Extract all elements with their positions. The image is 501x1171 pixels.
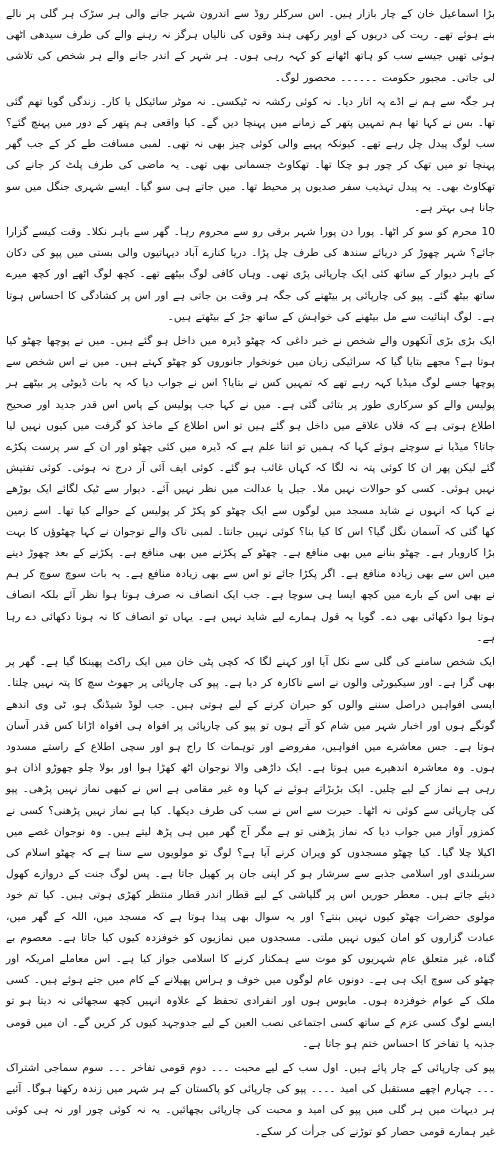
article-paragraph-3: 10 محرم کو سو کر اٹھا۔ پورا دن پورا شہر برقی رو سے محروم رہا۔ گھر سے باہر نکلا۔ وقت کیسے گزارا جائے؟ شہر چھوڑ کر دریائے سندھ کی طرف چل پڑا۔ دریا کنارے آباد دیہاتیوں والی بستی میں پپو کی دکان کے باہر دیوار کے ساتھ کئی ایک چارپائی پڑی تھی۔ وہاں کافی لوگ بیٹھے تھے۔ کچھ لوگ اٹھے اور کچھ میرے ساتھ بیٹھ گئے۔ پپو کی چارپائی پر بیٹھنے کی جگہ ہر وقت بن جاتی ہے اور اس پر کشادگی کا احساس ہوتا ہے۔ لوگ اپنائیت سے مل بیٹھنے کی خواہش کے ساتھ جڑ کے بیٹھتے ہیں۔ [6,226,495,323]
article-paragraph-2: ہر جگہ سے ہم نے اڈے پہ اتار دیا۔ نہ کوئی رکشہ نہ ٹیکسی۔ نہ موٹر سائیکل یا کار۔ زندگی گویا تھم گئی تھا۔ بس نے کہا تھا ہم تمہیں پتھر کے زمانے میں پہنچا دیں گے۔ کیا واقعی ہم پتھر کے دور میں پہنچ گئے؟ سب لوگ پیدل چل رہے تھے۔ کیونکہ پہیے والی کوئی چیز بھی نہ تھی۔ لمبی مسافت طے کر کے جب گھر پہنچا تو میں تھک کر چور ہو چکا تھا۔ تھکاوٹ جسمانی بھی تھی۔ یہ ماضی کی طرف پلٹ کر جانے کی تھکاوٹ بھی۔ یہ پیدل تہذیب سفر صدیوں پر محیط تھا۔ میں جاتے ہی سو گیا۔ ایسے شہری جنگل میں سو جانا ہی بہتر ہے۔ [6,95,495,214]
article-paragraph-1: بڑا اسماعیل خان کے چار بازار ہیں۔ اس سرکلر روڈ سے اندرون شہر جانے والی ہر سڑک ہر گلی پر نالے بنے ہوئے تھے۔ ریت کی دریوں کے اوپر رکھی ہند وقوں کی نالیاں ہرگز نہ رہنے والے کی طرف سیدھی اٹھی ہوئی تھیں جیسے سب کو ہاتھ اٹھانے کو کہہ رہی ہوں۔ ہر شہر کے اندر جانے والے ہر شخص کی تلاشی لی جاتی۔ مجبور حکومت ۔۔۔۔۔۔ محصور لوگ۔ [6,8,495,84]
article-paragraph-6: پپو کی چارپائی کے چار پائے ہیں۔ اول سب کے لیے محبت ۔۔۔ دوم قومی تفاخر ۔۔۔ سوم سماجی اشتراک ۔۔۔ چہارم اچھے مستقبل کی امید ۔۔۔۔ پپو کی چارپائی کو پاکستان کے ہر شہر میں زندہ رکھنا ہوگا۔ آئیے ہر دیہات میں ہر گلی میں پپو کی امید و محبت کی چارپائی بچھائیں۔ یہ نہ کوئی چور اور نہ ہی کوئی غیر ہمارے قومی حصار کو توڑنے کی جرأت کر سکے۔ [6,1061,495,1138]
article-paragraph-4: ایک بڑی بڑی آنکھوں والے شخص نے خبر داغی کہ چھٹو ڈیرہ میں داخل ہو گئے ہیں۔ میں نے پوچھا چھٹو کیا ہوتا ہے؟ مجھے بتایا گیا کہ سرائیکی زبان میں خونخوار جانوروں کو چھٹو کہتے ہیں۔ میں نے اس شخص سے پوچھا جسے لوگ میڈیا کہہ رہے تھے کہ تمہیں کس نے بتایا؟ اس نے جواب دیا کہ یہ بات ڈیوٹی پر بیٹھے ہر پولیس والے کو سرکاری طور پر بتائی گئی ہے۔ میں نے کہا جب پولیس کے پاس اس قدر جدید اور صحیح اطلاع ہوتی ہے کہ فلاں علاقے میں داخل ہو گئے ہیں تو اس اطلاع کے ماخذ کو گرفت میں کیوں نہیں لیا جاتا؟ میڈیا نے سوچتے ہوئے کہا کہ ہمیں تو اتنا علم ہے کہ ڈیرہ میں کئی چھٹو اور ان کے سر پرست پکڑے گئے لیکن پھر ان کا کوئی پتہ نہ لگا کہ کہاں غائب ہو گئے۔ کوئی ایف آئی آر درج نہ ہوئی۔ کوئی تفتیش نہیں ہوئی۔ کسی کو حوالات نہیں ملا۔ جیل یا عدالت میں نظر نہیں آئے۔ دیوار سے ٹیک لگائے ایک بوڑھے نے کہا کہ انہوں نے شاید مسجد میں لوگوں سے ایک چھٹو کو پکڑ کر پولیس کے حوالے کیا تھا۔ اسے زمین کھا گئی کہ آسمان نگل گیا؟ اس کا کیا بنا؟ کوئی نہیں جانتا۔ لمبی ناک والے نوجوان نے کہا چھٹوؤں کا بہت بڑا کاروبار ہے۔ چھٹو بنانے میں بھی منافع ہے۔ چھٹو کے پکڑنے میں بھی منافع ہے۔ پکڑنے کے بعد چھوڑ دینے میں اس سے بھی زیادہ منافع ہے۔ اگر پکڑا جائے تو اس سے بھی زیادہ منافع ہے۔ یہ بات سوچ سوچ کر ہم نے بھی اس کے بارے میں کچھ ایسا ہی سوچا ہے۔ جب ایک انصاف نہ صرف ہوتا ہوا نظر آئے بلکہ انصاف ہوتا ہوا دکھائی بھی دے۔ گویا یہ قول ہمارے لیے شاید نہیں ہے۔ یہاں تو انصاف کا نہ ہونا دکھائی دے رہا ہے۔ [6,335,495,644]
article-paragraph-5: ایک شخص سامنے کی گلی سے نکل آیا اور کہنے لگا کہ کچی پٹی خان میں ایک راکٹ پھینکا گیا ہے۔ گھر پر بھی گرا ہے۔ اور سیکیورٹی والوں نے اسے ناکارہ کر دیا ہے۔ پپو کی چارپائی پر جھوٹ سچ کا پتہ نہیں چلتا۔ ایسی افواہیں دراصل سننے والوں کو حیران کرنے کے لیے ہوتی ہیں۔ جب لوڈ شیڈنگ ہو، ٹی وی اندھے گونگے ہوں اور اخبار شہر میں شام کو آتے ہوں تو پپو کی چارپائی پر افواہ ہی افواہ اڑانا کس قدر آسان ہوتا ہے۔ جس معاشرے میں افواہیں، مفروضے اور توہمات کا راج ہو اور سچی اطلاع کے راستے مسدود ہوں۔ وہ معاشرہ اندھیرے میں ہوتا ہے۔ ایک داڑھی والا نوجوان اٹھ کھڑا ہوا اور بولا چلو چھوڑو اذان ہو رہی ہے نماز کے لیے چلیں۔ ایک بڑبڑاتے ہوئے نے کہا وہ غیر مقامی ہے اس نے کبھی نماز نہیں پڑھی۔ پپو کی چارپائی سے کوئی نہ اٹھا۔ حیرت سے اس نے سب کی طرف دیکھا۔ کیا ہے نماز نہیں پڑھنی؟ کسی نے کمزور آواز میں جواب دیا کہ نماز پڑھنی تو ہے مگر آج گھر میں ہی پڑھ لیتے ہیں۔ وہ نوجوان غصے میں اکیلا چلا گیا۔ کیا چھٹو مسجدوں کو ویران کرنے آیا ہے؟ لوگ تو مولویوں سے سنا ہے کہ چھٹو اسلام کی سربلندی اور اسلامی جذبے سے سرشار ہو کر اپنی جان پر کھیل جاتا ہے۔ پس لوگ جنت کے دروازے کھول دیئے جاتے ہیں۔ معطر حوریں اس پر گلپاشی کے لیے قطار اندر قطار منتظر کھڑی ہوتی ہیں۔ کیا تم خود مولوی حضرات چھٹو کیوں نہیں بنتے؟ اور یہ سوال بھی پیدا ہوتا ہے کہ مسجد میں، اللہ کے گھر میں، عبادت گزاروں کو امان کیوں نہیں ملتی۔ مسجدوں میں نمازیوں کو خوفزدہ کیوں کیا جاتا ہے۔ معصوم بے گناہ، غیر متعلق عام شہریوں کو موت سے ہمکنار کرنے کا اسلامی جواز کیا ہے۔ اس معاملے امریکہ اور چھٹو کی سوچ ایک ہی ہے۔ دونوں عام لوگوں میں خوف و ہراس پھیلانے کے کام میں جتے ہوئے ہیں۔ کسی ملک کے عوام خوفزدہ ہوں۔ مایوس ہوں اور انفرادی تحفظ کے علاوہ انہیں کچھ سجھائی نہ دیتا ہو تو ایسے لوگ کسی عزم کے ساتھ کسی اجتماعی نصب العین کے لیے جدوجہد کیوں کر کریں گے۔ ان میں قومی جذبہ یا تفاخر کا احساس ختم ہو جاتا ہے۔ [6,656,495,1050]
